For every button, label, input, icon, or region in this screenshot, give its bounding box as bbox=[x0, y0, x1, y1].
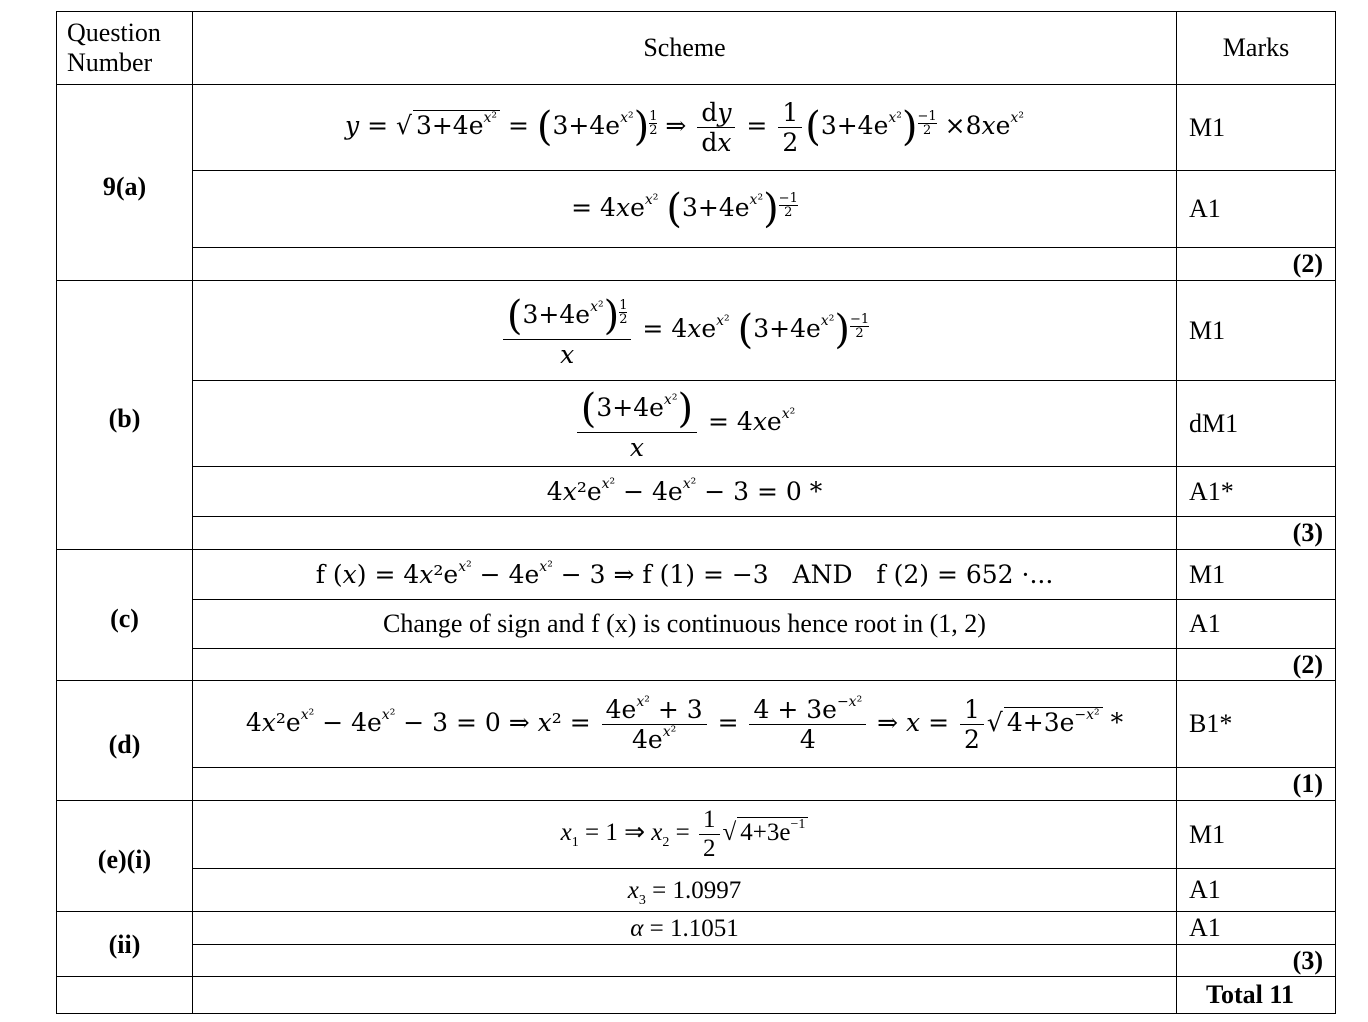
math-d1: $4x^2e^{x^2} - 4e^{x^2} - 3 = 0$ ⇒ x² = $\frac{4e^{x^2} + 3}{4e^{x^2}}$ = $\frac{4 + 3e^{-x^2}}{4}$ ⇒ x = $\frac{1}{2}$ √ $4+3e^{-x^2}$ * bbox=[245, 693, 1124, 754]
scheme-b1 bbox=[193, 281, 1177, 381]
row-d-total bbox=[57, 768, 1336, 801]
total-c: (2) bbox=[1177, 649, 1336, 681]
part-d-text: (d) bbox=[108, 729, 141, 759]
scheme-d-blank bbox=[193, 768, 1177, 801]
mark-b2: dM1 bbox=[1177, 381, 1336, 467]
part-e-i-text: (e)(i) bbox=[97, 845, 152, 874]
math-c1: f $(x) = 4x^2e^{x^2} - 4e^{x^2} - 3$ ⇒ f (1) = −3 AND f (2) = 652 ·... bbox=[315, 558, 1054, 589]
scheme-e1 bbox=[193, 801, 1177, 869]
scheme-e3 bbox=[193, 912, 1177, 945]
mark-d1: B1* bbox=[1177, 681, 1336, 768]
row-b3 bbox=[57, 467, 1336, 517]
total-a: (2) bbox=[1177, 248, 1336, 281]
part-label-d bbox=[57, 681, 193, 801]
grand-total: Total 11 bbox=[1177, 977, 1336, 1014]
part-e-ii-text: (ii) bbox=[108, 930, 141, 959]
mark-a1: M1 bbox=[1177, 85, 1336, 171]
row-a-total bbox=[57, 248, 1336, 281]
total-b: (3) bbox=[1177, 517, 1336, 550]
part-label-b bbox=[57, 281, 193, 550]
scheme-e-blank bbox=[193, 945, 1177, 977]
row-e1 bbox=[57, 801, 1336, 869]
header-row bbox=[57, 12, 1336, 85]
row-e2 bbox=[57, 869, 1336, 912]
part-label-e-ii bbox=[57, 912, 193, 977]
math-a1: y = √ $3+4e^{x^2} = (3+4e^{x^2})$ $\frac{1}{2}$ ⇒ $\frac{dy}{dx}$ = $\frac{1}{2}$ $(3+4e^{x^2})$ $\frac{-1}{2}$ $\times 8xe^{x^2}$ bbox=[345, 98, 1024, 157]
math-e1: $x_1 = 1$ ⇒ $x_2$ = $\frac{1}{2}$ √ $4+3e^{-1}$ bbox=[561, 819, 809, 846]
row-a1 bbox=[57, 85, 1336, 171]
mark-b1: M1 bbox=[1177, 281, 1336, 381]
row-c2 bbox=[57, 600, 1336, 649]
question-number-header: Question Number bbox=[57, 12, 193, 85]
e-alpha-value: = 1.1051 bbox=[649, 915, 739, 942]
marks-header: Marks bbox=[1177, 12, 1336, 85]
scheme-c-blank bbox=[193, 649, 1177, 681]
scheme-a1 bbox=[193, 85, 1177, 171]
scheme-a2 bbox=[193, 171, 1177, 248]
mark-e3: A1 bbox=[1177, 912, 1336, 945]
mark-e2: A1 bbox=[1177, 869, 1336, 912]
row-c-total bbox=[57, 649, 1336, 681]
math-b1: $(3+4e^{x^2})$ $\frac{1}{2}$ x = $4xe^{x^2}$ $(3+4e^{x^2})$ $\frac{-1}{2}$ bbox=[500, 314, 869, 343]
row-b2 bbox=[57, 381, 1336, 467]
part-label-e-i bbox=[57, 801, 193, 912]
row-c1 bbox=[57, 550, 1336, 600]
math-e3: α = 1.1051 bbox=[630, 915, 739, 942]
part-c-text: (c) bbox=[110, 604, 139, 633]
total-d: (1) bbox=[1177, 768, 1336, 801]
row-e-total bbox=[57, 945, 1336, 977]
e-x3-value: = 1.0997 bbox=[652, 877, 742, 904]
row-a2 bbox=[57, 171, 1336, 248]
scheme-b2 bbox=[193, 381, 1177, 467]
scheme-e2 bbox=[193, 869, 1177, 912]
scheme-a-blank bbox=[193, 248, 1177, 281]
row-e3 bbox=[57, 912, 1336, 945]
c-f2: f (2) = 652 ·... bbox=[876, 559, 1054, 589]
part-b-text: (b) bbox=[108, 404, 141, 433]
scheme-b-blank bbox=[193, 517, 1177, 550]
math-b3: $4x^2e^{x^2} - 4e^{x^2} - 3 = 0$ * bbox=[546, 475, 823, 506]
scheme-c2: Change of sign and f (x) is continuous hence root in (1, 2) bbox=[193, 600, 1177, 649]
row-d1 bbox=[57, 681, 1336, 768]
scheme-c1 bbox=[193, 550, 1177, 600]
math-e2: $x_3 = 1.0997$ bbox=[627, 877, 742, 908]
mark-e1: M1 bbox=[1177, 801, 1336, 869]
math-b2: $\frac{(3+4e^{x^2})}{x}$ = $4xe^{x^2}$ bbox=[574, 407, 796, 436]
total-scheme-blank bbox=[193, 977, 1177, 1014]
math-a2: = $4xe^{x^2}$ $(3+4e^{x^2})$ $\frac{-1}{2}$ bbox=[571, 186, 798, 232]
row-b1 bbox=[57, 281, 1336, 381]
total-e: (3) bbox=[1177, 945, 1336, 977]
scheme-d1 bbox=[193, 681, 1177, 768]
row-b-total bbox=[57, 517, 1336, 550]
c-and: AND bbox=[792, 559, 853, 589]
b3-equation-tail: − 3 = 0 * bbox=[704, 476, 823, 506]
c-f1: f (1) = −3 bbox=[642, 559, 769, 589]
row-grand-total bbox=[57, 977, 1336, 1014]
part-label-c bbox=[57, 550, 193, 681]
part-a-text: 9(a) bbox=[102, 171, 147, 201]
mark-b3: A1* bbox=[1177, 467, 1336, 517]
total-q-blank bbox=[57, 977, 193, 1014]
mark-c2: A1 bbox=[1177, 600, 1336, 649]
mark-c1: M1 bbox=[1177, 550, 1336, 600]
scheme-header: Scheme bbox=[193, 12, 1177, 85]
mark-scheme-table bbox=[56, 11, 1336, 1014]
mark-a2: A1 bbox=[1177, 171, 1336, 248]
part-label-a bbox=[57, 85, 193, 281]
scheme-b3 bbox=[193, 467, 1177, 517]
